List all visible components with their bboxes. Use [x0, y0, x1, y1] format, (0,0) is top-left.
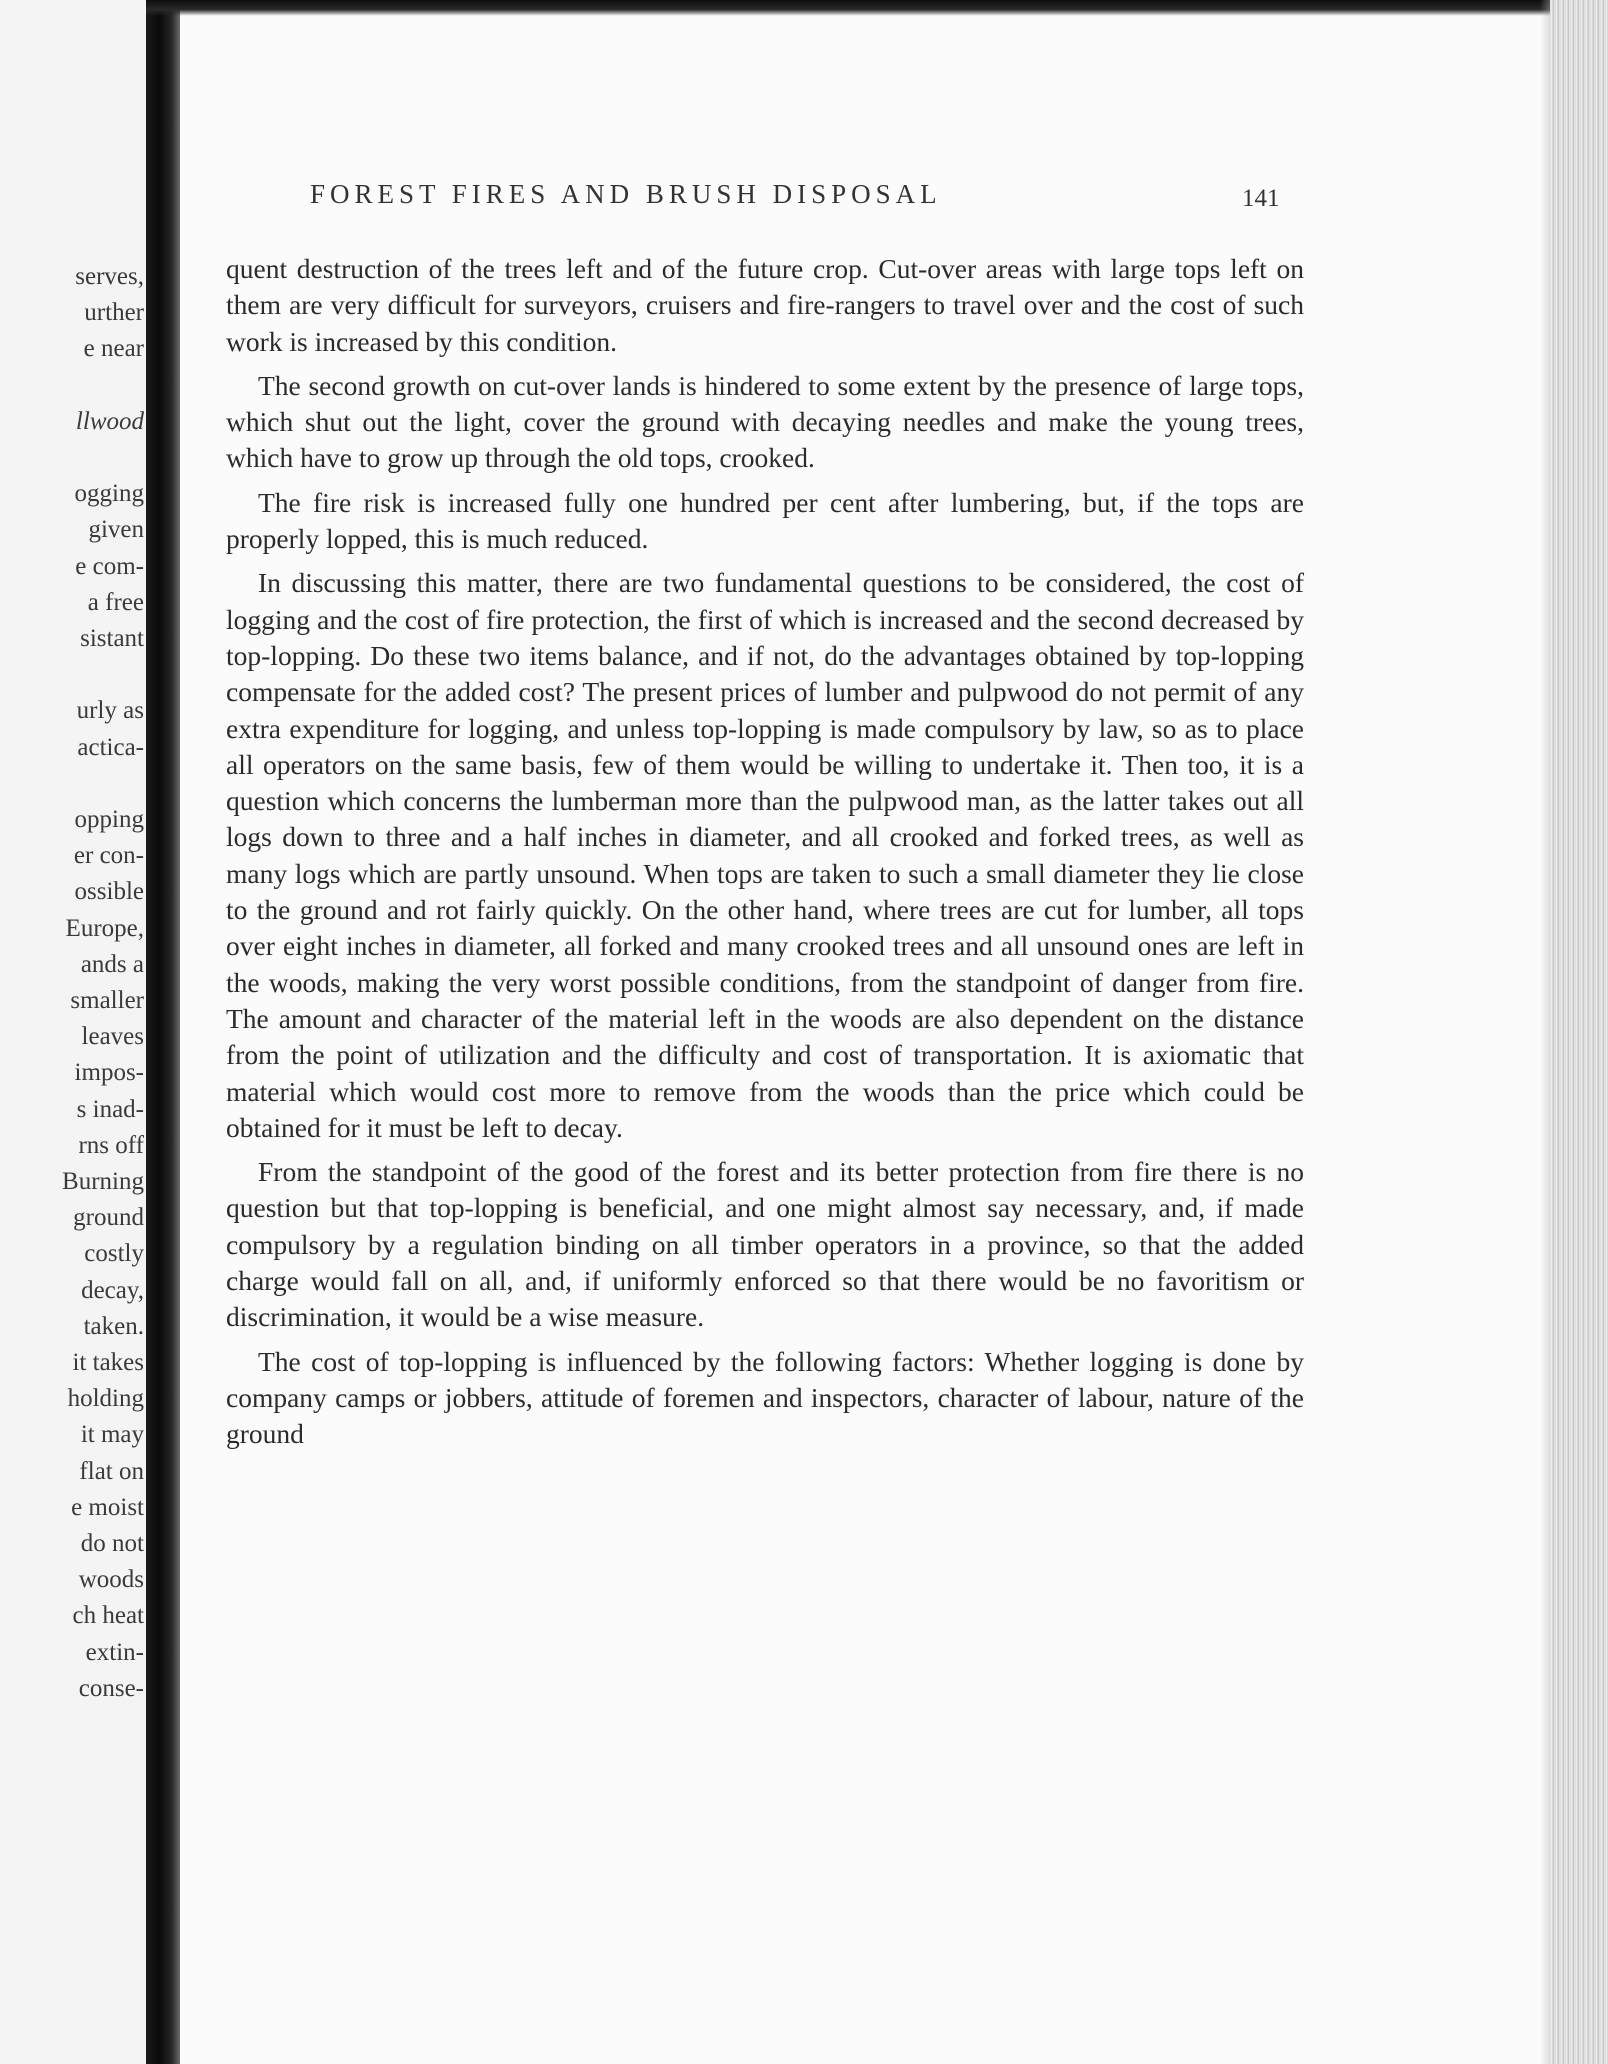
left-page-line: ands a: [80, 950, 144, 978]
left-page-line: Burning: [62, 1168, 144, 1195]
left-page-line: impos-: [74, 1059, 144, 1087]
page-number: 141: [1242, 185, 1280, 212]
left-page-line: holding: [67, 1385, 144, 1413]
left-page-line: ossible: [74, 878, 144, 906]
left-page-line: Europe,: [65, 914, 144, 942]
left-page-line: er con-: [73, 842, 144, 870]
left-page-line: llwood: [75, 407, 144, 435]
paragraph-6: The cost of top-lopping is influenced by the following factors: Whether logging is done by company camps or jobbers, attitude of foremen and inspectors, character of labour, nature of the ground: [226, 1345, 1304, 1450]
left-page-line: do not: [80, 1530, 144, 1557]
page-edges: [1550, 0, 1608, 2064]
left-page-line: flat on: [79, 1457, 144, 1485]
paragraph-3: The fire risk is increased fully one hundred per cent after lumbering, but, if the tops are properly lopped, this is much reduced.: [226, 486, 1304, 555]
left-page-line: ch heat: [72, 1602, 144, 1630]
left-page-line: urly as: [76, 697, 144, 725]
left-page-line: e com-: [75, 552, 144, 580]
left-page-line: sistant: [80, 625, 144, 652]
paragraph-1: quent destruction of the trees left and of the future crop. Cut-over areas with large tops left on them are very difficult for surveyors, cruisers and fire-rangers to travel over and the cost of such work is increased by this condition.: [226, 253, 1304, 357]
running-head: FOREST FIRES AND BRUSH DISPOSAL: [310, 179, 942, 209]
left-page-line: rns off: [78, 1131, 144, 1159]
left-page-line: smaller: [70, 987, 144, 1014]
left-page-line: woods: [78, 1566, 144, 1594]
left-page-line: actica-: [77, 733, 144, 761]
left-page-line: ground: [73, 1204, 144, 1232]
left-page-line: a free: [87, 588, 144, 616]
left-page-line: s inad-: [76, 1095, 144, 1123]
left-page-line: e near: [83, 335, 144, 363]
left-page-line: ogging: [74, 480, 144, 508]
left-page-line: extin-: [85, 1638, 144, 1666]
paragraph-2: The second growth on cut-over lands is hindered to some extent by the presence of large tops, which shut out the light, cover the ground with decaying needles and make the young trees, which have to grow up through the old tops, crooked.: [226, 369, 1304, 474]
left-facing-page: [0, 0, 146, 2064]
left-page-line: given: [88, 516, 144, 544]
left-page-line: taken.: [83, 1312, 144, 1340]
left-page-line: e moist: [71, 1493, 144, 1521]
body-text: [226, 251, 1304, 1461]
book-gutter: [146, 0, 180, 2064]
left-page-line: leaves: [81, 1023, 144, 1051]
left-page-line: urther: [84, 299, 144, 327]
paragraph-4: In discussing this matter, there are two fundamental questions to be considered, the cost of logging and the cost of fire protection, the first of which is increased and the second decreased by top-lopping. Do these two items balance, and if not, do the advantages obtained by top-lopping compensate for the added cost? The present prices of lumber and pulpwood do not permit of any extra expenditure for logging, and unless top-lopping is made compulsory by law, so as to place all operators on the same basis, few of them would be willing to undertake it. Then too, it is a question which concerns the lumberman more than the pulpwood man, as the latter takes out all logs down to three and a half inches in diameter, and all crooked and forked trees, as well as many logs which are partly unsound. When tops are taken to such a small diameter they lie close to the ground and rot fairly quickly. On the other hand, where trees are cut for lumber, all tops over eight inches in diameter, all forked and many crooked trees and all unsound ones are left in the woods, making the very worst possible conditions, from the standpoint of danger from fire. The amount and character of the material left in the woods are also dependent on the distance from the point of utilization and the difficulty and cost of transportation. It is axiomatic that material which would cost more to remove from the woods than the price which could be obtained for it must be left to decay.: [226, 567, 1304, 1143]
left-page-line: it may: [80, 1421, 144, 1449]
left-page-line: serves,: [75, 263, 144, 290]
paragraph-5: From the standpoint of the good of the forest and its better protection from fire there is no question but that top-lopping is beneficial, and one might almost say necessary, and, if made compulsory by a regulation binding on all timber operators in a province, so that the added charge would fall on all, and, if uniformly enforced so that there would be no favoritism or discrimination, it would be a wise measure.: [226, 1156, 1304, 1333]
left-page-line: opping: [74, 806, 144, 833]
book-page: [180, 16, 1550, 2064]
left-page-line: decay,: [81, 1276, 144, 1304]
page-top-shadow: [146, 0, 1608, 16]
left-page-line: costly: [84, 1240, 144, 1268]
left-page-line: it takes: [72, 1349, 144, 1376]
left-page-line: conse-: [78, 1674, 144, 1702]
